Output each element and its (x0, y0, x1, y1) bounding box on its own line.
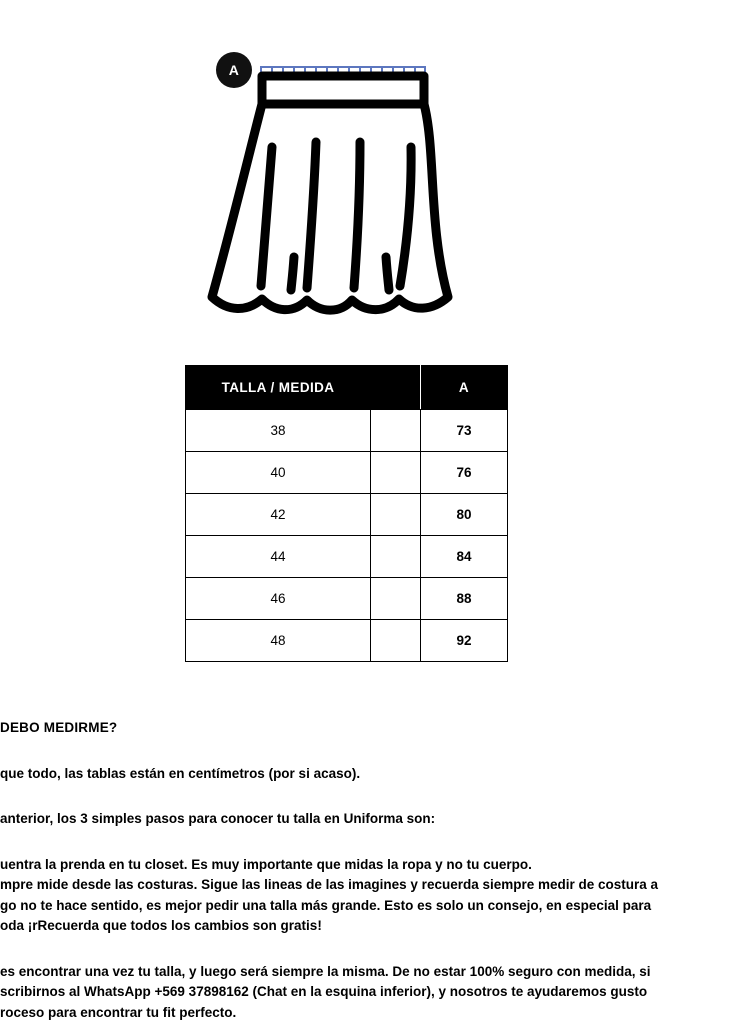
table-row (186, 620, 508, 662)
pleat-lines (261, 142, 411, 290)
instructions-line-8: scribirnos al WhatsApp +569 37898162 (Chat en la esquina inferior), y nosotros te ayudaremos gusto (0, 984, 648, 1000)
instructions-line-6: oda ¡rRecuerda que todos los cambios son gratis! (0, 918, 322, 934)
instructions-line-9: roceso para encontrar tu fit perfecto. (0, 1004, 237, 1020)
instructions-line-7: es encontrar una vez tu talla, y luego será siempre la misma. De no estar 100% seguro con medida, si (0, 963, 651, 979)
cell-blank (371, 536, 421, 578)
cell-blank (371, 452, 421, 494)
cell-talla: 38 (186, 410, 371, 452)
measure-label-a-badge: A (216, 52, 252, 88)
cell-a: 80 (421, 494, 508, 536)
cell-a: 73 (421, 410, 508, 452)
instructions-line-2: anterior, los 3 simples pasos para conocer tu talla en Uniforma son: (0, 811, 436, 827)
table-row (186, 578, 508, 620)
cell-talla: 48 (186, 620, 371, 662)
instructions-heading: DEBO MEDIRME? (0, 720, 118, 735)
cell-a: 92 (421, 620, 508, 662)
header-a: A (421, 366, 508, 410)
cell-talla: 44 (186, 536, 371, 578)
cell-talla: 46 (186, 578, 371, 620)
table-row (186, 494, 508, 536)
header-blank (371, 366, 421, 410)
instructions-line-5: go no te hace sentido, es mejor pedir una talla más grande. Esto es solo un consejo, en especial para (0, 897, 652, 913)
instructions-section (0, 718, 748, 1023)
instructions-line-3: uentra la prenda en tu closet. Es muy importante que midas la ropa y no tu cuerpo. (0, 856, 532, 872)
cell-blank (371, 620, 421, 662)
skirt-diagram (0, 0, 748, 340)
table-row (186, 452, 508, 494)
cell-a: 76 (421, 452, 508, 494)
instructions-line-1: que todo, las tablas están en centímetros (por si acaso). (0, 765, 361, 781)
instructions-line-4: mpre mide desde las costuras. Sigue las lineas de las imagines y recuerda siempre medir de costura a (0, 877, 659, 893)
skirt-illustration (0, 0, 748, 340)
cell-blank (371, 578, 421, 620)
table-row (186, 536, 508, 578)
cell-a: 88 (421, 578, 508, 620)
cell-talla: 40 (186, 452, 371, 494)
size-chart-table (185, 365, 508, 662)
cell-blank (371, 410, 421, 452)
cell-talla: 42 (186, 494, 371, 536)
header-talla-medida: TALLA / MEDIDA (186, 366, 371, 410)
table-header-row (186, 366, 508, 410)
cell-a: 84 (421, 536, 508, 578)
table-row (186, 410, 508, 452)
cell-blank (371, 494, 421, 536)
